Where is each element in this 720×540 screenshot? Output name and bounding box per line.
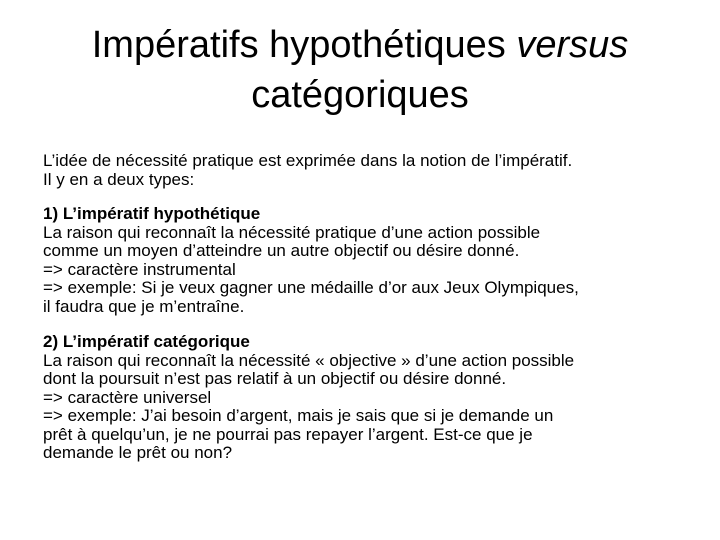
intro-line: Il y en a deux types: (43, 169, 195, 189)
section-heading: 1) L’impératif hypothétique (43, 204, 261, 223)
section-line: demande le prêt ou non? (43, 443, 233, 462)
section-line: => exemple: J’ai besoin d’argent, mais je sais que si je demande un (43, 406, 554, 425)
slide-title (40, 20, 680, 120)
section-hypothetical (43, 205, 708, 316)
slide-body (43, 152, 708, 480)
section-line: prêt à quelqu’un, je ne pourrai pas repayer l’argent. Est-ce que je (43, 424, 533, 444)
intro-paragraph (43, 152, 708, 189)
title-text: Impératifs hypothétiques (91, 24, 517, 66)
section-line: comme un moyen d’atteindre un autre objectif ou désire donné. (43, 241, 520, 260)
intro-line: L’idée de nécessité pratique est exprimée dans la notion de l’impératif. (43, 151, 573, 170)
section-line: => exemple: Si je veux gagner une médaille d’or aux Jeux Olympiques, (43, 278, 579, 297)
section-categorical (43, 333, 708, 463)
section-line: => caractère universel (43, 387, 212, 407)
title-emphasis: versus (516, 24, 629, 66)
section-line: dont la poursuit n’est pas relatif à un objectif ou désire donné. (43, 369, 507, 388)
section-heading: 2) L’impératif catégorique (43, 332, 250, 351)
title-line-1 (40, 20, 680, 70)
section-line: => caractère instrumental (43, 259, 236, 279)
section-line: il faudra que je m’entraîne. (43, 296, 245, 316)
section-line: La raison qui reconnaît la nécessité « objective » d’une action possible (43, 350, 575, 370)
title-line-2: catégoriques (251, 74, 469, 116)
section-line: La raison qui reconnaît la nécessité pratique d’une action possible (43, 222, 541, 242)
